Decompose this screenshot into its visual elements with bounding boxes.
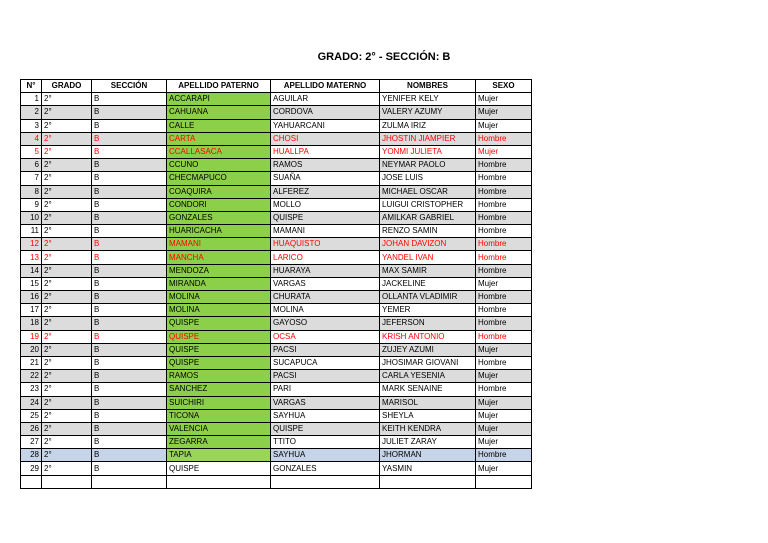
table-row <box>21 251 532 264</box>
cell-paterno[interactable]: QUISPE <box>167 330 271 343</box>
cell-seccion[interactable]: B <box>92 225 167 238</box>
cell-sexo[interactable]: Mujer <box>476 145 532 158</box>
empty-cell[interactable] <box>92 475 167 488</box>
cell-grado[interactable]: 2° <box>42 159 92 172</box>
cell-seccion[interactable]: B <box>92 172 167 185</box>
cell-materno[interactable]: AGUILAR <box>271 93 380 106</box>
cell-grado[interactable]: 2° <box>42 304 92 317</box>
cell-seccion[interactable]: B <box>92 106 167 119</box>
table-row <box>21 422 532 435</box>
cell-n[interactable]: 12 <box>21 238 42 251</box>
cell-sexo[interactable]: Hombre <box>476 264 532 277</box>
cell-grado[interactable]: 2° <box>42 449 92 462</box>
cell-paterno[interactable]: CHECMAPUCO <box>167 172 271 185</box>
cell-n[interactable]: 27 <box>21 436 42 449</box>
cell-nombres[interactable]: YASMIN <box>380 462 476 475</box>
cell-paterno[interactable]: MOLINA <box>167 291 271 304</box>
cell-seccion[interactable]: B <box>92 251 167 264</box>
table-row <box>21 383 532 396</box>
cell-materno[interactable]: SAYHUA <box>271 409 380 422</box>
cell-materno[interactable]: PARI <box>271 383 380 396</box>
header-row <box>21 80 532 93</box>
cell-grado[interactable]: 2° <box>42 211 92 224</box>
cell-sexo[interactable]: Mujer <box>476 370 532 383</box>
cell-paterno[interactable]: SANCHEZ <box>167 383 271 396</box>
cell-materno[interactable]: MOLINA <box>271 304 380 317</box>
cell-seccion[interactable]: B <box>92 409 167 422</box>
cell-grado[interactable]: 2° <box>42 343 92 356</box>
cell-sexo[interactable]: Hombre <box>476 159 532 172</box>
cell-nombres[interactable]: RENZO SAMIN <box>380 225 476 238</box>
cell-paterno[interactable]: ACCARAPI <box>167 93 271 106</box>
cell-materno[interactable]: QUISPE <box>271 211 380 224</box>
cell-seccion[interactable]: B <box>92 330 167 343</box>
header-apellido-paterno[interactable]: APELLIDO PATERNO <box>167 80 271 93</box>
cell-nombres[interactable]: LUIGUI CRISTOPHER <box>380 198 476 211</box>
cell-paterno[interactable]: CONDORI <box>167 198 271 211</box>
cell-materno[interactable]: PACSI <box>271 343 380 356</box>
table-row <box>21 330 532 343</box>
cell-sexo[interactable]: Mujer <box>476 396 532 409</box>
table-row <box>21 409 532 422</box>
cell-n[interactable]: 16 <box>21 291 42 304</box>
cell-nombres[interactable]: OLLANTA VLADIMIR <box>380 291 476 304</box>
cell-nombres[interactable]: JHOSTIN JIAMPIER <box>380 132 476 145</box>
cell-nombres[interactable]: SHEYLA <box>380 409 476 422</box>
cell-sexo[interactable]: Hombre <box>476 172 532 185</box>
cell-nombres[interactable]: YENIFER KELY <box>380 93 476 106</box>
cell-paterno[interactable]: MIRANDA <box>167 277 271 290</box>
cell-materno[interactable]: MOLLO <box>271 198 380 211</box>
table-row <box>21 211 532 224</box>
cell-sexo[interactable]: Hombre <box>476 132 532 145</box>
cell-materno[interactable]: SAYHUA <box>271 449 380 462</box>
cell-materno[interactable]: PACSI <box>271 370 380 383</box>
cell-n[interactable]: 7 <box>21 172 42 185</box>
cell-seccion[interactable]: B <box>92 356 167 369</box>
table-row <box>21 277 532 290</box>
cell-sexo[interactable]: Hombre <box>476 251 532 264</box>
cell-grado[interactable]: 2° <box>42 356 92 369</box>
cell-paterno[interactable]: QUISPE <box>167 356 271 369</box>
table-row <box>21 291 532 304</box>
cell-paterno[interactable]: COAQUIRA <box>167 185 271 198</box>
empty-row <box>21 475 532 488</box>
table-row <box>21 145 532 158</box>
cell-n[interactable]: 13 <box>21 251 42 264</box>
cell-sexo[interactable]: Hombre <box>476 449 532 462</box>
header-grado[interactable]: GRADO <box>42 80 92 93</box>
cell-grado[interactable]: 2° <box>42 145 92 158</box>
cell-paterno[interactable]: RAMOS <box>167 370 271 383</box>
cell-grado[interactable]: 2° <box>42 370 92 383</box>
header-apellido-materno[interactable]: APELLIDO MATERNO <box>271 80 380 93</box>
cell-paterno[interactable]: VALENCIA <box>167 422 271 435</box>
cell-sexo[interactable]: Hombre <box>476 383 532 396</box>
cell-nombres[interactable]: AMILKAR GABRIEL <box>380 211 476 224</box>
cell-paterno[interactable]: QUISPE <box>167 343 271 356</box>
header-seccion[interactable]: SECCIÓN <box>92 80 167 93</box>
cell-materno[interactable]: SUAÑA <box>271 172 380 185</box>
cell-nombres[interactable]: MARK SENAINE <box>380 383 476 396</box>
cell-n[interactable]: 10 <box>21 211 42 224</box>
cell-grado[interactable]: 2° <box>42 106 92 119</box>
cell-materno[interactable]: CHURATA <box>271 291 380 304</box>
cell-nombres[interactable]: KEITH KENDRA <box>380 422 476 435</box>
cell-seccion[interactable]: B <box>92 422 167 435</box>
cell-seccion[interactable]: B <box>92 436 167 449</box>
cell-seccion[interactable]: B <box>92 370 167 383</box>
cell-materno[interactable]: CORDOVA <box>271 106 380 119</box>
cell-materno[interactable]: VARGAS <box>271 277 380 290</box>
cell-n[interactable]: 17 <box>21 304 42 317</box>
cell-paterno[interactable]: MANCHA <box>167 251 271 264</box>
cell-n[interactable]: 29 <box>21 462 42 475</box>
cell-seccion[interactable]: B <box>92 132 167 145</box>
cell-grado[interactable]: 2° <box>42 396 92 409</box>
cell-paterno[interactable]: ZEGARRA <box>167 436 271 449</box>
cell-n[interactable]: 19 <box>21 330 42 343</box>
cell-grado[interactable]: 2° <box>42 251 92 264</box>
cell-materno[interactable]: GAYOSO <box>271 317 380 330</box>
cell-seccion[interactable]: B <box>92 317 167 330</box>
cell-paterno[interactable]: MOLINA <box>167 304 271 317</box>
header-num[interactable]: N° <box>21 80 42 93</box>
cell-grado[interactable]: 2° <box>42 422 92 435</box>
cell-seccion[interactable]: B <box>92 211 167 224</box>
cell-seccion[interactable]: B <box>92 462 167 475</box>
table-row <box>21 93 532 106</box>
cell-grado[interactable]: 2° <box>42 93 92 106</box>
cell-sexo[interactable]: Hombre <box>476 304 532 317</box>
cell-sexo[interactable]: Mujer <box>476 436 532 449</box>
sheet-title: GRADO: 2° - SECCIÓN: B <box>317 51 451 63</box>
cell-nombres[interactable]: JOSE LUIS <box>380 172 476 185</box>
cell-materno[interactable]: YAHUARCANI <box>271 119 380 132</box>
cell-nombres[interactable]: VALERY AZUMY <box>380 106 476 119</box>
cell-nombres[interactable]: YONMI JULIETA <box>380 145 476 158</box>
cell-materno[interactable]: ALFEREZ <box>271 185 380 198</box>
cell-nombres[interactable]: CARLA YESENIA <box>380 370 476 383</box>
cell-paterno[interactable]: QUISPE <box>167 462 271 475</box>
cell-sexo[interactable]: Mujer <box>476 277 532 290</box>
table-row <box>21 185 532 198</box>
cell-grado[interactable]: 2° <box>42 264 92 277</box>
cell-n[interactable]: 24 <box>21 396 42 409</box>
cell-sexo[interactable]: Hombre <box>476 211 532 224</box>
cell-paterno[interactable]: MENDOZA <box>167 264 271 277</box>
cell-n[interactable]: 15 <box>21 277 42 290</box>
cell-materno[interactable]: HUAQUISTO <box>271 238 380 251</box>
cell-paterno[interactable]: CARTA <box>167 132 271 145</box>
cell-n[interactable]: 25 <box>21 409 42 422</box>
cell-n[interactable]: 26 <box>21 422 42 435</box>
cell-materno[interactable]: SUCAPUCA <box>271 356 380 369</box>
cell-materno[interactable]: HUARAYA <box>271 264 380 277</box>
cell-sexo[interactable]: Hombre <box>476 317 532 330</box>
cell-sexo[interactable]: Mujer <box>476 422 532 435</box>
table-row <box>21 264 532 277</box>
cell-paterno[interactable]: TAPIA <box>167 449 271 462</box>
table-row <box>21 172 532 185</box>
empty-cell[interactable] <box>380 475 476 488</box>
table-row <box>21 396 532 409</box>
cell-nombres[interactable]: JHOSIMAR GIOVANI <box>380 356 476 369</box>
cell-nombres[interactable]: YEMER <box>380 304 476 317</box>
cell-materno[interactable]: QUISPE <box>271 422 380 435</box>
cell-sexo[interactable]: Hombre <box>476 356 532 369</box>
table-row <box>21 449 532 462</box>
cell-grado[interactable]: 2° <box>42 198 92 211</box>
cell-nombres[interactable]: MICHAEL OSCAR <box>380 185 476 198</box>
table-row <box>21 132 532 145</box>
cell-grado[interactable]: 2° <box>42 172 92 185</box>
cell-nombres[interactable]: JACKELINE <box>380 277 476 290</box>
cell-grado[interactable]: 2° <box>42 119 92 132</box>
cell-seccion[interactable]: B <box>92 277 167 290</box>
table-row <box>21 119 532 132</box>
table-row <box>21 370 532 383</box>
cell-seccion[interactable]: B <box>92 343 167 356</box>
cell-grado[interactable]: 2° <box>42 317 92 330</box>
cell-n[interactable]: 22 <box>21 370 42 383</box>
empty-cell[interactable] <box>476 475 532 488</box>
cell-n[interactable]: 23 <box>21 383 42 396</box>
table-row <box>21 343 532 356</box>
cell-seccion[interactable]: B <box>92 383 167 396</box>
student-table <box>20 79 532 489</box>
cell-n[interactable]: 4 <box>21 132 42 145</box>
cell-sexo[interactable]: Hombre <box>476 198 532 211</box>
cell-paterno[interactable]: CCALLASACA <box>167 145 271 158</box>
cell-seccion[interactable]: B <box>92 304 167 317</box>
table-row <box>21 317 532 330</box>
cell-n[interactable]: 3 <box>21 119 42 132</box>
cell-n[interactable]: 20 <box>21 343 42 356</box>
cell-grado[interactable]: 2° <box>42 409 92 422</box>
cell-materno[interactable]: LARICO <box>271 251 380 264</box>
cell-nombres[interactable]: ZUJEY AZUMI <box>380 343 476 356</box>
cell-seccion[interactable]: B <box>92 145 167 158</box>
table-row <box>21 198 532 211</box>
empty-cell[interactable] <box>21 475 42 488</box>
cell-sexo[interactable]: Mujer <box>476 119 532 132</box>
cell-paterno[interactable]: MAMANI <box>167 238 271 251</box>
table-row <box>21 436 532 449</box>
cell-grado[interactable]: 2° <box>42 132 92 145</box>
cell-seccion[interactable]: B <box>92 185 167 198</box>
cell-n[interactable]: 18 <box>21 317 42 330</box>
table-row <box>21 356 532 369</box>
header-nombres[interactable]: NOMBRES <box>380 80 476 93</box>
cell-materno[interactable]: VARGAS <box>271 396 380 409</box>
empty-cell[interactable] <box>271 475 380 488</box>
cell-n[interactable]: 5 <box>21 145 42 158</box>
cell-materno[interactable]: TTITO <box>271 436 380 449</box>
cell-sexo[interactable]: Hombre <box>476 225 532 238</box>
cell-sexo[interactable]: Mujer <box>476 409 532 422</box>
table-row <box>21 462 532 475</box>
cell-n[interactable]: 14 <box>21 264 42 277</box>
empty-cell[interactable] <box>42 475 92 488</box>
cell-n[interactable]: 8 <box>21 185 42 198</box>
cell-nombres[interactable]: ZULMA IRIZ <box>380 119 476 132</box>
cell-materno[interactable]: MAMANI <box>271 225 380 238</box>
cell-seccion[interactable]: B <box>92 264 167 277</box>
cell-materno[interactable]: GONZALES <box>271 462 380 475</box>
cell-grado[interactable]: 2° <box>42 185 92 198</box>
cell-seccion[interactable]: B <box>92 396 167 409</box>
cell-seccion[interactable]: B <box>92 93 167 106</box>
table-row <box>21 238 532 251</box>
cell-sexo[interactable]: Hombre <box>476 185 532 198</box>
table-row <box>21 106 532 119</box>
cell-paterno[interactable]: SUICHIRI <box>167 396 271 409</box>
cell-nombres[interactable]: JHORMAN <box>380 449 476 462</box>
cell-grado[interactable]: 2° <box>42 225 92 238</box>
cell-materno[interactable]: RAMOS <box>271 159 380 172</box>
cell-paterno[interactable]: QUISPE <box>167 317 271 330</box>
cell-nombres[interactable]: NEYMAR PAOLO <box>380 159 476 172</box>
cell-sexo[interactable]: Mujer <box>476 462 532 475</box>
header-sexo[interactable]: SEXO <box>476 80 532 93</box>
table-row <box>21 225 532 238</box>
cell-materno[interactable]: HUALLPA <box>271 145 380 158</box>
cell-sexo[interactable]: Hombre <box>476 291 532 304</box>
cell-nombres[interactable]: JULIET ZARAY <box>380 436 476 449</box>
cell-nombres[interactable]: YANDEL IVAN <box>380 251 476 264</box>
cell-grado[interactable]: 2° <box>42 291 92 304</box>
empty-cell[interactable] <box>167 475 271 488</box>
cell-grado[interactable]: 2° <box>42 462 92 475</box>
cell-sexo[interactable]: Hombre <box>476 330 532 343</box>
cell-paterno[interactable]: HUARICACHA <box>167 225 271 238</box>
cell-paterno[interactable]: CAHUANA <box>167 106 271 119</box>
cell-nombres[interactable]: MARISOL <box>380 396 476 409</box>
cell-n[interactable]: 1 <box>21 93 42 106</box>
table-row <box>21 159 532 172</box>
cell-seccion[interactable]: B <box>92 198 167 211</box>
cell-sexo[interactable]: Mujer <box>476 343 532 356</box>
cell-nombres[interactable]: MAX SAMIR <box>380 264 476 277</box>
cell-seccion[interactable]: B <box>92 449 167 462</box>
cell-materno[interactable]: CHOSI <box>271 132 380 145</box>
cell-grado[interactable]: 2° <box>42 238 92 251</box>
cell-grado[interactable]: 2° <box>42 383 92 396</box>
cell-sexo[interactable]: Hombre <box>476 238 532 251</box>
cell-materno[interactable]: OCSA <box>271 330 380 343</box>
cell-seccion[interactable]: B <box>92 119 167 132</box>
cell-seccion[interactable]: B <box>92 159 167 172</box>
cell-n[interactable]: 21 <box>21 356 42 369</box>
cell-sexo[interactable]: Mujer <box>476 93 532 106</box>
cell-paterno[interactable]: CCUNO <box>167 159 271 172</box>
cell-n[interactable]: 6 <box>21 159 42 172</box>
cell-nombres[interactable]: JEFERSON <box>380 317 476 330</box>
cell-n[interactable]: 28 <box>21 449 42 462</box>
cell-paterno[interactable]: CALLE <box>167 119 271 132</box>
cell-nombres[interactable]: KRISH ANTONIO <box>380 330 476 343</box>
table-row <box>21 304 532 317</box>
cell-grado[interactable]: 2° <box>42 277 92 290</box>
cell-n[interactable]: 2 <box>21 106 42 119</box>
cell-nombres[interactable]: JOHAN DAVIZON <box>380 238 476 251</box>
cell-sexo[interactable]: Mujer <box>476 106 532 119</box>
cell-paterno[interactable]: GONZALES <box>167 211 271 224</box>
cell-n[interactable]: 11 <box>21 225 42 238</box>
cell-seccion[interactable]: B <box>92 238 167 251</box>
cell-grado[interactable]: 2° <box>42 436 92 449</box>
cell-n[interactable]: 9 <box>21 198 42 211</box>
cell-paterno[interactable]: TICONA <box>167 409 271 422</box>
cell-grado[interactable]: 2° <box>42 330 92 343</box>
cell-seccion[interactable]: B <box>92 291 167 304</box>
